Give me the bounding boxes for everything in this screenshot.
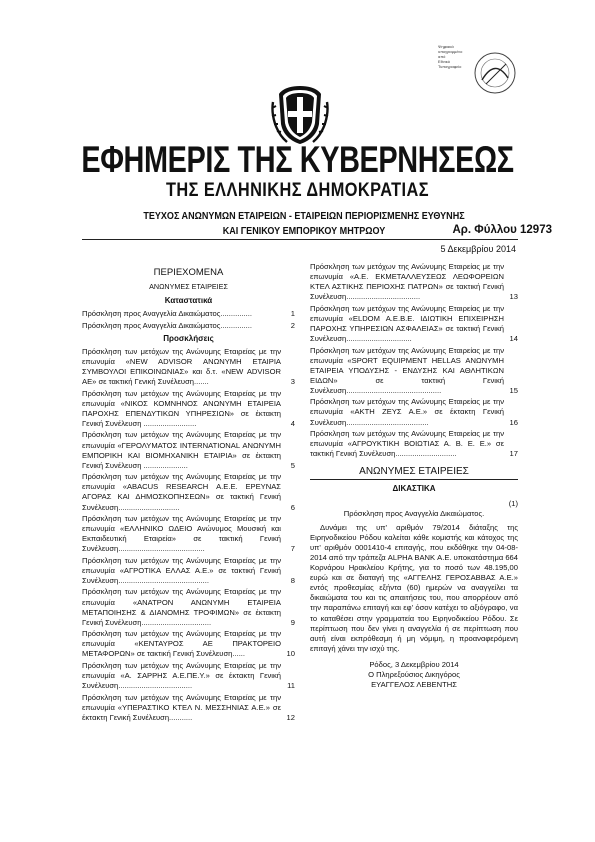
toc-entry-text: Πρόσκληση των μετόχων της Ανώνυμης Εταιρείας με την επωνυμία «ΕΛΛΗΝΙΚΟ ΩΔΕΙΟ Ανώνυμος Μουσική και Εκπαιδευτική Εταιρεία» σε τακτική Γενική Συνέλευση......................................... bbox=[82, 514, 281, 554]
announcement-number: (1) bbox=[508, 498, 518, 508]
toc-entry-page: 16 bbox=[509, 417, 518, 427]
contents-column bbox=[82, 262, 295, 724]
toc-entry-text: Πρόσκληση των μετόχων της Ανώνυμης Εταιρείας με την επωνυμία «Α. ΣΑΡΡΗΣ Α.Ε.ΠΕ.Υ.» σε έκτακτη Γενική Συνέλευση................................... bbox=[82, 660, 281, 691]
toc-entry-page: 7 bbox=[290, 544, 295, 554]
issue-type-line-2: ΚΑΙ ΓΕΝΙΚΟΥ ΕΜΠΟΡΙΚΟΥ ΜΗΤΡΩΟΥ bbox=[222, 225, 386, 237]
signatory-role: Ο Πληρεξούσιος Δικηγόρος bbox=[368, 670, 460, 680]
toc-entry-text: Πρόσκληση των μετόχων της Ανώνυμης Εταιρείας με την επωνυμία «ΑΓΡΟΤΙΚΑ ΕΛΛΑΣ Α.Ε.» σε τακτική Γενική Συνέλευση........................................... bbox=[82, 555, 281, 585]
toc-entry-page: 14 bbox=[509, 334, 518, 344]
toc-entry-text: Πρόσκληση των μετόχων της Ανώνυμης Εταιρείας με την επωνυμία «ΑΝΑΤΡΟΝ ΑΝΩΝΥΜΗ ΕΤΑΙΡΕΙΑ ΜΕΤΑΠΟΙΗΣΗΣ & ΔΙΑΝΟΜΗΣ ΤΡΟΦΙΜΩΝ» σε έκτακτη Γενική Συνέλευση................................. bbox=[82, 587, 281, 627]
toc-entry-page: 1 bbox=[290, 309, 295, 319]
toc-entry-text: Πρόσκληση των μετόχων της Ανώνυμης Εταιρείας με την επωνυμία «ΝΙΚΟΣ ΚΟΜΝΗΝΟΣ ΑΝΩΝΥΜΗ ΕΤΑΙΡΕΙΑ ΠΑΡΟΧΗΣ ΕΠΕΝΔΥΤΙΚΩΝ ΥΠΗΡΕΣΙΩΝ» σε έκτακτη Γενική Συνέλευση ......................... bbox=[82, 388, 281, 428]
toc-entry[interactable] bbox=[82, 629, 295, 659]
digital-signature-seal bbox=[438, 44, 528, 106]
toc-entry-text: Πρόσκληση των μετόχων της Ανώνυμης Εταιρείας με την επωνυμία «ΥΠΕΡΑΣΤΙΚΟ ΚΤΕΛ Ν. ΜΕΣΣΗΝΙΑΣ Α.Ε.» σε έκτακτη Γενική Συνέλευση........... bbox=[82, 692, 281, 722]
contents-heading: ΠΕΡΙΕΧΟΜΕΝΑ bbox=[153, 267, 224, 278]
toc-entry-text: Πρόσκληση των μετόχων της Ανώνυμης Εταιρείας με την επωνυμία «ΚΕΝΤΑΥΡΟΣ ΑΕ ΠΡΑΚΤΟΡΕΙΟ ΜΕΤΑΦΟΡΩΝ» σε τακτική Γενική Συνέλευση...... bbox=[82, 629, 281, 659]
toc-entry[interactable] bbox=[82, 693, 295, 723]
toc-entry[interactable] bbox=[310, 304, 518, 344]
toc-entry[interactable] bbox=[82, 661, 295, 691]
toc-entry[interactable] bbox=[82, 389, 295, 429]
seal-stamp-icon bbox=[472, 50, 518, 96]
toc-entry-page: 15 bbox=[509, 385, 518, 395]
toc-entry-page: 6 bbox=[290, 502, 295, 512]
announcement-body: Δυνάμει της υπ' αριθμόν 79/2014 διάταξης της Ειρηνοδικείου Ρόδου καλείται κάθε κομιστής και κάτοχος της υπ' αριθμόν 0001410-4 επιταγής, που εκδόθηκε την 04-08-2014 από την τράπεζα ALPHA BANK Α.Ε. υποκατάστημα 664 Κορνάρου Ηρακλείου Κρήτης, για το ποσό των 48.195,00 ευρώ και σε διαταγή της «ΑΓΓΕΛΗΣ ΓΕΡΟΣΑΒΒΑΣ Α.Ε.» εντός προθεσμίας εξήντα (60) ημερών να αναγγείλει τα δικαιώματα του και τις απαιτήσεις του, που απορρέουν από την παραπάνω επιταγή και εφ' όσον κατέχει το αξιόγραφο, να το καταθέσει στην γραμματεία του Ειρηνοδικείου Ρόδου. Σε περίπτωση που δεν γίνει η αναγγελία ή σε περίπτωση που αυτή είναι εκπρόθεσμη ή μη νόμιμη, η προαναφερόμενη επιταγή χάνει την ισχύ της. bbox=[310, 522, 518, 653]
toc-entry-page: 8 bbox=[290, 575, 295, 585]
toc-entry-text: Πρόσκληση προς Αναγγελία Δικαιώματος............... bbox=[82, 320, 252, 330]
toc-entry[interactable] bbox=[310, 429, 518, 459]
toc-entry[interactable] bbox=[82, 472, 295, 512]
toc-entry[interactable] bbox=[82, 347, 295, 387]
toc-entry-page: 11 bbox=[287, 681, 295, 691]
announcement-place-date: Ρόδος, 3 Δεκεμβρίου 2014 bbox=[369, 659, 459, 669]
gazette-title: ΕΦΗΜΕΡΙΣ ΤΗΣ ΚΥΒΕΡΝΗΣΕΩΣ bbox=[81, 139, 514, 180]
toc-entry[interactable] bbox=[82, 587, 295, 627]
gazette-subtitle: ΤΗΣ ΕΛΛΗΝΙΚΗΣ ΔΗΜΟΚΡΑΤΙΑΣ bbox=[166, 180, 429, 201]
signatory-name: ΕΥΑΓΓΕΛΟΣ ΛΕΒΕΝΤΗΣ bbox=[371, 680, 457, 690]
toc-entry-text: Πρόσκληση προς Αναγγελία Δικαιώματος............... bbox=[82, 309, 252, 319]
contents-group-label: Καταστατικά bbox=[164, 296, 213, 306]
announcement-title: Πρόσκληση προς Αναγγελία Δικαιώματος. bbox=[343, 508, 485, 518]
leaf-number: Αρ. Φύλλου 12973 bbox=[452, 224, 552, 236]
toc-entry-page: 4 bbox=[290, 419, 295, 428]
toc-entry[interactable] bbox=[310, 346, 518, 396]
announcement-subsection: ΔΙΚΑΣΤΙΚΑ bbox=[392, 484, 436, 494]
contents-section: ΑΝΩΝΥΜΕΣ ΕΤΑΙΡΕΙΕΣ bbox=[149, 282, 228, 292]
toc-entry[interactable] bbox=[82, 556, 295, 586]
issue-date: 5 Δεκεμβρίου 2014 bbox=[440, 244, 516, 254]
seal-text bbox=[438, 44, 476, 69]
toc-entry[interactable] bbox=[310, 262, 518, 302]
toc-entry-text: Πρόσκληση των μετόχων της Ανώνυμης Εταιρείας με την επωνυμία «ΑΓΡΟΥΚΤΙΚΗ ΒΟΙΩΤΙΑΣ Α. Β. Ε. Ε.» σε τακτική Γενική Συνέλευση............................. bbox=[310, 429, 504, 459]
issue-type-line-1: ΤΕΥΧΟΣ ΑΝΩΝΥΜΩΝ ΕΤΑΙΡΕΙΩΝ - ΕΤΑΙΡΕΙΩΝ ΠΕΡΙΟΡΙΣΜΕΝΗΣ ΕΥΘΥΝΗΣ bbox=[143, 210, 465, 222]
toc-entry[interactable] bbox=[82, 514, 295, 554]
toc-entry-page: 2 bbox=[290, 320, 295, 330]
toc-entry-page: 5 bbox=[290, 460, 295, 470]
toc-entry-text: Πρόσκληση των μετόχων της Ανώνυμης Εταιρείας με την επωνυμία «ΑΚΤΗ ΖΕΥΣ Α.Ε.» σε έκτακτη Γενική Συνέλευση....................................... bbox=[310, 397, 504, 427]
seal-line: Εθνικό bbox=[438, 59, 450, 64]
toc-entry-text: Πρόσκληση των μετόχων της Ανώνυμης Εταιρείας με την επωνυμία «ΓΕΡΟΛΥΜΑΤΟΣ INTERNATIONAL ΑΝΩΝΥΜΗ ΕΜΠΟΡΙΚΗ ΚΑΙ ΒΙΟΜΗΧΑΝΙΚΗ ΕΤΑΙΡΙΑ» σε έκτακτη Γενική Συνέλευση ..................... bbox=[82, 430, 281, 470]
toc-entry-text: Πρόσκληση των μετόχων της Ανώνυμης Εταιρείας με την επωνυμία «ELDOM Α.Ε.Β.Ε. ΙΔΙΩΤΙΚΗ ΕΠΙΧΕΙΡΗΣΗ ΠΑΡΟΧΗΣ ΥΠΗΡΕΣΙΩΝ ΑΣΦΑΛΕΙΑΣ» σε τακτική Γενική Συνέλευση............................... bbox=[310, 303, 504, 344]
toc-entry-page: 3 bbox=[290, 377, 295, 387]
toc-entry-text: Πρόσκληση των μετόχων της Ανώνυμης Εταιρείας με την επωνυμία «ABACUS RESEARCH Α.Ε.Ε. ΕΡΕΥΝΑΣ ΑΓΟΡΑΣ ΚΑΙ ΔΗΜΟΣΚΟΠΗΣΕΩΝ» σε τακτική Γενική Συνέλευση............................. bbox=[82, 472, 281, 512]
seal-line: Ψηφιακά bbox=[438, 44, 454, 49]
toc-entry-page: 9 bbox=[290, 617, 295, 627]
announcement-column bbox=[310, 262, 518, 690]
toc-entry-text: Πρόσκληση των μετόχων της Ανώνυμης Εταιρείας με την επωνυμία «SPORT EQUIPMENT HELLAS ΑΝΩΝΥΜΗ ΕΤΑΙΡΕΙΑ ΥΠΟΔΥΣΗΣ - ΕΝΔΥΣΗΣ ΚΑΙ ΑΘΛΗΤΙΚΩΝ ΕΙΔΩΝ» σε τακτική Γενική Συνέλευση............................................. bbox=[310, 345, 504, 395]
toc-entry-text: Πρόσκληση των μετόχων της Ανώνυμης Εταιρείας με την επωνυμία «Α.Ε. ΕΚΜΕΤΑΛΛΕΥΣΕΩΣ ΛΕΩΦΟΡΕΙΩΝ ΚΤΕΛ ΑΣΤΙΚΗΣ ΠΕΡΙΟΧΗΣ ΠΑΤΡΩΝ» σε τακτική Γενική Συνέλευση................................... bbox=[310, 262, 504, 302]
seal-line: υπογραμμένο bbox=[438, 49, 463, 54]
announcement-section: ΑΝΩΝΥΜΕΣ ΕΤΑΙΡΕΙΕΣ bbox=[359, 466, 469, 478]
toc-entry-page: 13 bbox=[509, 292, 518, 302]
toc-entry[interactable] bbox=[82, 321, 295, 331]
header-rule bbox=[82, 239, 518, 240]
toc-entry[interactable] bbox=[82, 309, 295, 319]
section-rule bbox=[310, 479, 518, 480]
toc-entry-page: 10 bbox=[286, 649, 295, 659]
toc-entry[interactable] bbox=[310, 397, 518, 427]
contents-group-label: Προσκλήσεις bbox=[163, 333, 214, 343]
toc-entry[interactable] bbox=[82, 430, 295, 470]
toc-entry-page: 17 bbox=[509, 449, 518, 459]
seal-line: από bbox=[438, 54, 446, 59]
toc-entry-page: 12 bbox=[286, 712, 295, 722]
toc-entry-text: Πρόσκληση των μετόχων της Ανώνυμης Εταιρείας με την επωνυμία «NEW ADVISOR ΑΝΩΝΥΜΗ ΕΤΑΙΡΙΑ ΣΥΜΒΟΥΛΟΙ ΕΠΙΚΟΙΝΩΝΙΑΣ» και δ.τ. «NEW ADVISOR ΑΕ» σε τακτική Γενική Συνέλευση....... bbox=[82, 346, 281, 387]
seal-line: Τυπογραφείο bbox=[438, 64, 462, 69]
